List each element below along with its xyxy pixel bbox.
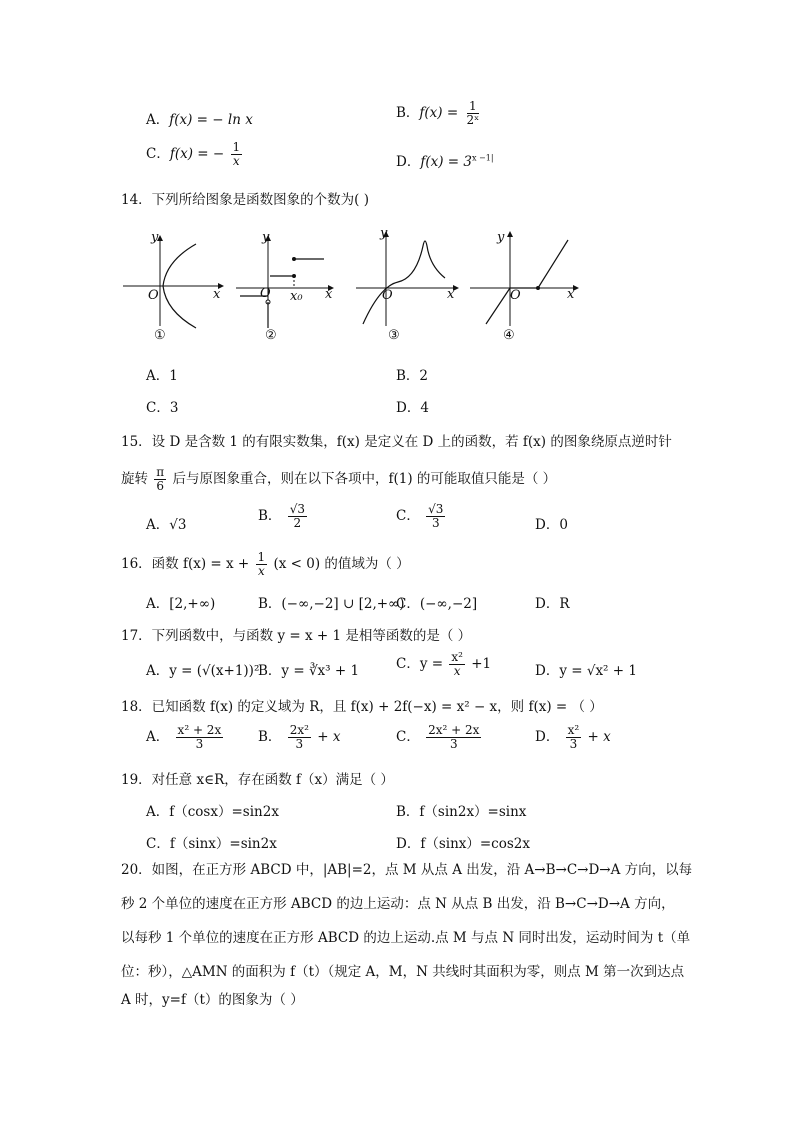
q18-option-d (535, 724, 611, 751)
q16-option-d: D．R (535, 596, 570, 612)
fraction (566, 724, 582, 751)
option-label: B． (258, 729, 282, 746)
q16-option-a: A．[2,+∞) (146, 596, 216, 612)
option-label: C． (396, 508, 420, 525)
q15-stem-line1: 15．设 D 是含数 1 的有限实数集，f(x) 是定义在 D 上的函数，若 f(x) 的图象绕原点逆时针 (121, 434, 672, 450)
q15-option-c (396, 503, 447, 530)
graph-4 (470, 232, 578, 326)
graph4-number: ④ (503, 328, 515, 343)
q20-line-4: 位：秒），△AMN 的面积为 f（t）（规定 A，M，N 共线时其面积为零，则点 M 第一次到达点 (121, 964, 685, 980)
q14-stem: 14．下列所给图象是函数图象的个数为( ) (121, 192, 370, 208)
denominator: x (453, 664, 461, 679)
numerator: x² (567, 723, 580, 737)
q16-option-b: B．(−∞,−2] ∪ [2,+∞) (258, 596, 405, 612)
denominator: x (257, 564, 265, 579)
q19-option-a: A．f（cosx）=sin2x (146, 804, 279, 820)
option-text: + x (317, 729, 341, 746)
numerator: x² (451, 650, 463, 664)
q20-line-5: A 时，y=f（t）的图象为（ ） (121, 992, 304, 1008)
q15-option-a: A．√3 (146, 517, 187, 533)
q19-option-b: B．f（sin2x）=sinx (396, 804, 527, 820)
option-text: f(x) = (419, 105, 459, 122)
q17-option-c (396, 651, 491, 678)
q18-option-c (396, 724, 483, 751)
graph2-x-label: x (325, 287, 333, 302)
q15-option-b (258, 503, 309, 530)
option-label: D． (535, 729, 560, 746)
stem-text: 旋转 (121, 471, 148, 488)
q17-option-d: D．y = √x² + 1 (535, 663, 637, 679)
denominator: 3 (449, 737, 458, 752)
graph-1 (123, 236, 223, 328)
denominator: 6 (156, 479, 165, 494)
denominator: 3 (295, 737, 304, 752)
q14-option-a: A．1 (146, 368, 178, 384)
graph4-origin: O (510, 288, 521, 303)
fraction (464, 100, 481, 127)
graph3-number: ③ (388, 328, 400, 343)
q15-stem-line2 (121, 466, 556, 493)
fraction (426, 503, 445, 530)
graph1-x-label: x (213, 287, 221, 302)
stem-text: (x < 0) 的值域为（ ） (273, 556, 410, 573)
graph4-x-label: x (567, 287, 575, 302)
graph3-y-label: y (380, 226, 388, 241)
option-label: D． (396, 154, 421, 170)
option-text: + x (587, 729, 611, 746)
graph2-number: ② (265, 328, 277, 343)
option-label: A． (146, 112, 170, 128)
q14-graphs (118, 226, 588, 346)
exponent: x −1| (471, 153, 494, 163)
fraction (449, 651, 465, 678)
fraction (154, 466, 166, 493)
numerator: 2x² (289, 723, 309, 737)
numerator: √3 (289, 502, 305, 516)
denominator: 3 (431, 516, 440, 531)
q13-option-d (396, 150, 494, 170)
denominator: x (232, 154, 240, 169)
option-text: f(x) = − (169, 146, 225, 163)
q13-option-b (396, 100, 483, 127)
numerator: x² + 2x (177, 723, 222, 737)
q19-stem: 19．对任意 x∈R，存在函数 f（x）满足（ ） (121, 772, 394, 788)
option-text: f(x) = 3 (420, 154, 472, 170)
fraction (288, 724, 311, 751)
q13-option-c (146, 141, 244, 168)
graph-3 (356, 232, 458, 326)
fraction (231, 141, 243, 168)
fraction (256, 551, 268, 578)
graph-2 (236, 236, 333, 328)
q17-option-b: B．y = ∛x³ + 1 (258, 663, 360, 679)
graph2-x0: x₀ (290, 289, 303, 304)
option-label: C． (146, 146, 170, 163)
option-label: B． (258, 508, 282, 525)
graph2-origin: O (260, 286, 271, 301)
denominator: 2 (293, 516, 302, 531)
option-label: C．y = (396, 656, 444, 673)
q17-option-a: A．y = (√(x+1))² (146, 663, 260, 679)
q14-option-b: B．2 (396, 368, 429, 384)
option-text: f(x) = − ln x (169, 112, 253, 128)
graph3-x-label: x (447, 287, 455, 302)
q16-stem (121, 551, 410, 578)
stem-text: 后与原图象重合，则在以下各项中，f(1) 的可能取值只能是（ ） (172, 471, 557, 488)
numerator: π (156, 465, 165, 479)
q14-option-d: D．4 (396, 400, 429, 416)
graph3-origin: O (382, 288, 393, 303)
denominator: 3 (569, 737, 578, 752)
q19-option-c: C．f（sinx）=sin2x (146, 836, 277, 852)
graph1-y-label: y (151, 230, 159, 245)
fraction (288, 503, 307, 530)
numerator: 2x² + 2x (428, 723, 480, 737)
q18-option-b (258, 724, 340, 751)
graph1-number: ① (154, 328, 166, 343)
q16-option-c: C．(−∞,−2] (396, 596, 478, 612)
graph4-y-label: y (497, 230, 505, 245)
q20-line-3: 以每秒 1 个单位的速度在正方形 ABCD 的边上运动.点 M 与点 N 同时出发，运动时间为 t（单 (121, 930, 691, 946)
numerator: √3 (428, 502, 444, 516)
q18-stem: 18．已知函数 f(x) 的定义域为 R，且 f(x) + 2f(−x) = x² − x，则 f(x) = （ ） (121, 699, 603, 715)
q17-stem: 17．下列函数中，与函数 y = x + 1 是相等函数的是（ ） (121, 628, 472, 644)
q18-option-a (146, 724, 225, 751)
denominator: 3 (195, 737, 204, 752)
fraction (176, 724, 224, 751)
graph1-origin: O (148, 288, 159, 303)
numerator: 1 (469, 99, 477, 113)
option-text: +1 (471, 656, 492, 673)
fraction (426, 724, 481, 751)
q19-option-d: D．f（sinx）=cos2x (396, 836, 531, 852)
graph2-y-label: y (262, 230, 270, 245)
numerator: 1 (257, 550, 266, 564)
option-label: B． (396, 105, 420, 122)
numerator: 1 (232, 140, 241, 154)
stem-text: 16．函数 f(x) = x + (121, 556, 250, 573)
q20-line-2: 秒 2 个单位的速度在正方形 ABCD 的边上运动：点 N 从点 B 出发，沿 B→C→D→A 方向， (121, 896, 675, 912)
option-label: C． (396, 729, 420, 746)
option-label: A． (146, 729, 170, 746)
q15-option-d: D．0 (535, 517, 568, 533)
denominator: 2ˣ (466, 113, 480, 128)
q20-line-1: 20．如图，在正方形 ABCD 中，|AB|=2，点 M 从点 A 出发，沿 A→B→C→D→A 方向，以每 (121, 862, 693, 878)
q13-option-a (146, 108, 253, 128)
q14-option-c: C．3 (146, 400, 179, 416)
